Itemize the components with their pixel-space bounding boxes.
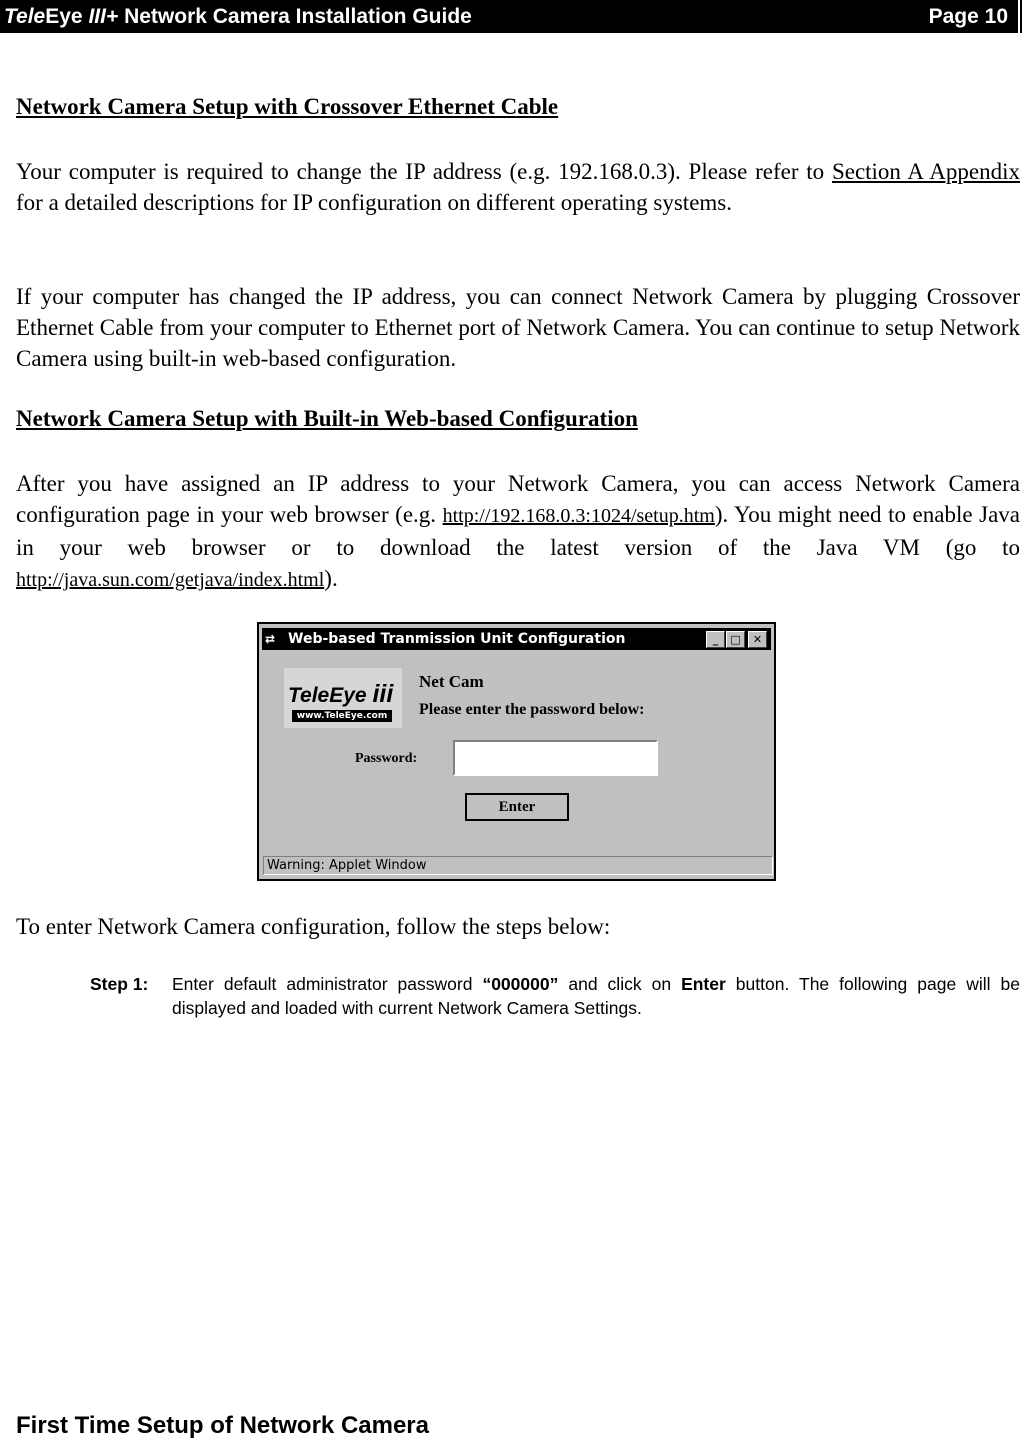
close-icon[interactable]: ✕ (748, 631, 767, 648)
page-header (0, 0, 1018, 33)
setup-url-link[interactable]: http://192.168.0.3:1024/setup.htm (442, 505, 715, 527)
section-heading-crossover: Network Camera Setup with Crossover Ethernet Cable (16, 94, 559, 119)
app-icon: ⇄ (265, 632, 276, 646)
password-input[interactable] (453, 740, 658, 776)
first-time-setup-heading: First Time Setup of Network Camera (16, 1412, 429, 1439)
header-divider (1020, 0, 1022, 33)
section-heading-web-config: Network Camera Setup with Built-in Web-based Configuration (16, 406, 638, 431)
window-titlebar (262, 628, 771, 650)
step-text: Enter default administrator password “000000” and click on Enter button. The following page will be displayed and loaded with current Network Camera Settings. (172, 974, 1020, 1018)
paragraph-crossover-connect: If your computer has changed the IP address, you can connect Network Camera by plugging Crossover Ethernet Cable from your computer to Ethernet port of Network Camera. You can continue to setup Network Camera using built-in web-based configuration. (16, 284, 1020, 371)
device-name: Net Cam (419, 672, 484, 691)
step-1 (90, 972, 1020, 1020)
guide-title: TeleEye III+ Network Camera Installation Guide (4, 5, 472, 28)
enter-button[interactable]: Enter (465, 793, 569, 821)
password-prompt: Please enter the password below: (419, 701, 645, 718)
page-number: Page 10 (928, 5, 1008, 28)
teleeye-logo: TeleEye iii www.TeleEye.com (284, 668, 402, 728)
steps-intro: To enter Network Camera configuration, follow the steps below: (16, 914, 611, 939)
appendix-link[interactable]: Section A Appendix (831, 159, 1020, 184)
maximize-icon[interactable]: □ (726, 631, 745, 648)
minimize-icon[interactable]: _ (706, 631, 725, 648)
java-url-link[interactable]: http://java.sun.com/getjava/index.html (16, 569, 325, 591)
paragraph-ip-change: Your computer is required to change the IP address (e.g. 192.168.0.3). Please refer to Section A Appendix for a detailed descriptions for IP configuration on different operating systems. (16, 159, 1020, 215)
applet-status-bar: Warning: Applet Window (263, 856, 773, 875)
step-label: Step 1: (90, 974, 149, 994)
paragraph-web-access: After you have assigned an IP address to your Network Camera, you can access Network Camera configuration page in your web browser (e.g. http://192.168.0.3:1024/setup.htm). You might need to enable Java in your web browser or to download the latest version of the Java VM (go to http://java.sun.com/getjava/index.html). (16, 471, 1020, 591)
window-title: Web-based Tranmission Unit Configuration (288, 631, 626, 647)
logo-url: www.TeleEye.com (292, 710, 392, 722)
login-window-screenshot (257, 622, 776, 881)
password-label: Password: (355, 751, 418, 766)
